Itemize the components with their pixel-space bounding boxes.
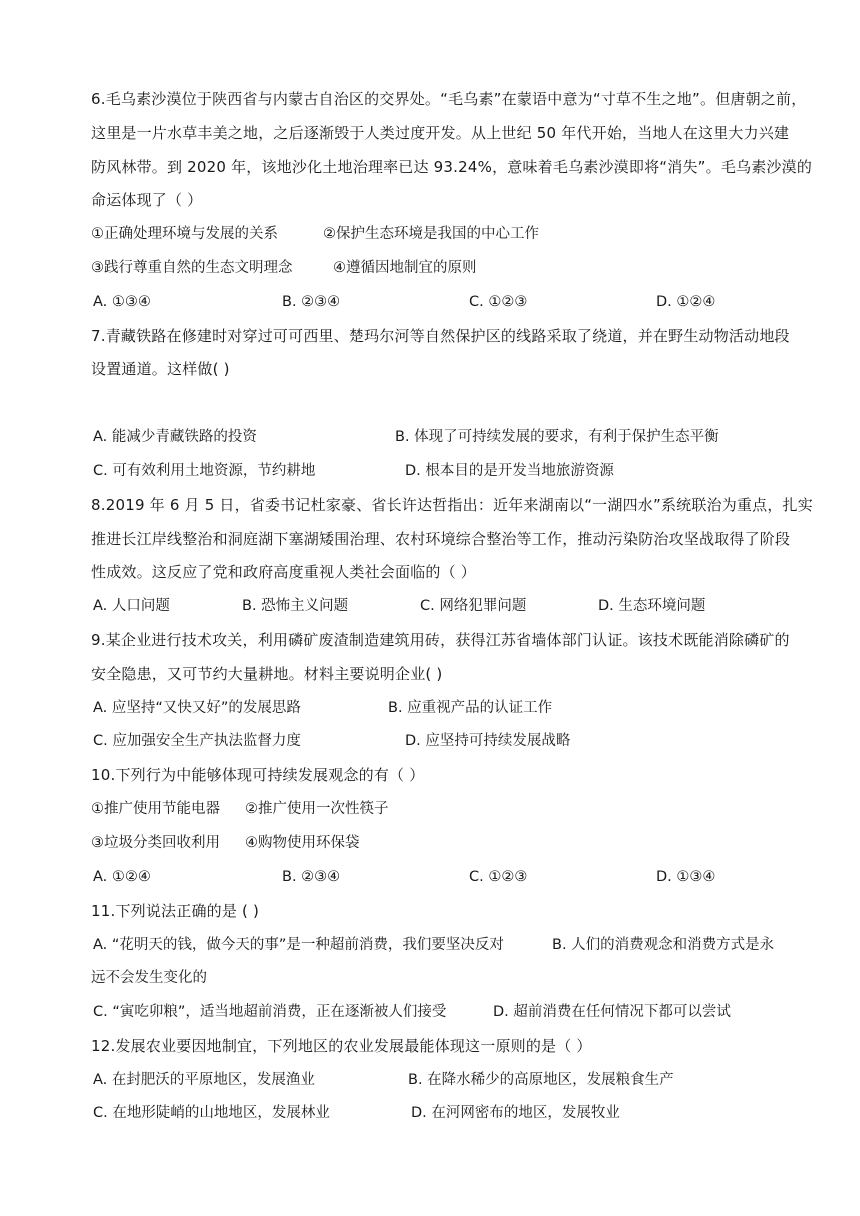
- question-6-stem-line-4: 命运体现了（ ）: [91, 191, 203, 209]
- question-10-statement-3: ③垃圾分类回收利用: [91, 835, 220, 851]
- question-11-stem-line-1: 11.下列说法正确的是 ( ): [91, 902, 260, 920]
- question-9-option-a[interactable]: A. 应坚持“又快又好”的发展思路: [93, 700, 301, 716]
- question-8-stem-line-1: 8.2019 年 6 月 5 日，省委书记杜家豪、省长许达哲指出：近年来湖南以“一湖四水”系统联治为重点，扎实: [91, 496, 813, 514]
- question-6-statement-2: ②保护生态环境是我国的中心工作: [323, 226, 539, 242]
- question-11-option-d[interactable]: D. 超前消费在任何情况下都可以尝试: [493, 1004, 731, 1020]
- question-7-option-a[interactable]: A. 能减少青藏铁路的投资: [93, 429, 257, 445]
- question-10-statement-2: ②推广使用一次性筷子: [245, 801, 389, 817]
- question-8-option-d[interactable]: D. 生态环境问题: [598, 598, 706, 614]
- question-11-option-c[interactable]: C. “寅吃卯粮”，适当地超前消费，正在逐渐被人们接受: [93, 1004, 447, 1020]
- question-6-stem-line-1: 6.毛乌素沙漠位于陕西省与内蒙古自治区的交界处。“毛乌素”在蒙语中意为“寸草不生之地”。但唐朝之前，: [91, 90, 807, 108]
- question-11-option-b[interactable]: B. 人们的消费观念和消费方式是永: [552, 937, 775, 953]
- question-12-stem-line-1: 12.发展农业要因地制宜，下列地区的农业发展最能体现这一原则的是（ ）: [91, 1037, 592, 1055]
- question-12-option-d[interactable]: D. 在河网密布的地区，发展牧业: [411, 1105, 620, 1121]
- question-11-option-a[interactable]: A. “花明天的钱，做今天的事”是一种超前消费，我们要坚决反对: [93, 937, 504, 953]
- question-9-stem-line-2: 安全隐患，又可节约大量耕地。材料主要说明企业( ): [91, 665, 443, 683]
- question-6-option-a[interactable]: A. ①③④: [93, 294, 151, 310]
- question-9-option-c[interactable]: C. 应加强安全生产执法监督力度: [93, 733, 301, 749]
- question-6-statement-4: ④遵循因地制宜的原则: [333, 260, 477, 276]
- question-8-option-c[interactable]: C. 网络犯罪问题: [420, 598, 527, 614]
- question-10-option-a[interactable]: A. ①②④: [93, 869, 151, 885]
- question-12-option-b[interactable]: B. 在降水稀少的高原地区，发展粮食生产: [408, 1072, 674, 1088]
- question-10-option-d[interactable]: D. ①③④: [656, 869, 716, 885]
- question-8-option-b[interactable]: B. 恐怖主义问题: [242, 598, 349, 614]
- question-6-stem-line-3: 防风林带。到 2020 年，该地沙化土地治理率已达 93.24%，意味着毛乌素沙漠即将“消失”。毛乌素沙漠的: [91, 158, 813, 176]
- question-6-statement-1: ①正确处理环境与发展的关系: [91, 226, 278, 242]
- question-10-statement-1: ①推广使用节能电器: [91, 801, 220, 817]
- question-7-stem-line-2: 设置通道。这样做( ): [91, 360, 230, 378]
- question-11-option-b-continued: 远不会发生变化的: [91, 970, 207, 986]
- question-12-option-c[interactable]: C. 在地形陡峭的山地地区，发展林业: [93, 1105, 330, 1121]
- question-9-option-b[interactable]: B. 应重视产品的认证工作: [388, 700, 553, 716]
- question-6-statement-3: ③践行尊重自然的生态文明理念: [91, 260, 293, 276]
- question-6-option-d[interactable]: D. ①②④: [656, 294, 716, 310]
- question-7-option-c[interactable]: C. 可有效利用土地资源，节约耕地: [93, 463, 316, 479]
- question-6-stem-line-2: 这里是一片水草丰美之地，之后逐渐毁于人类过度开发。从上世纪 50 年代开始，当地人在这里大力兴建: [91, 124, 790, 142]
- question-10-stem-line-1: 10.下列行为中能够体现可持续发展观念的有（ ）: [91, 766, 425, 784]
- question-10-option-b[interactable]: B. ②③④: [282, 869, 341, 885]
- question-7-option-b[interactable]: B. 体现了可持续发展的要求，有利于保护生态平衡: [395, 429, 719, 445]
- question-10-statement-4: ④购物使用环保袋: [245, 835, 360, 851]
- question-6-option-b[interactable]: B. ②③④: [282, 294, 341, 310]
- question-9-option-d[interactable]: D. 应坚持可持续发展战略: [405, 733, 571, 749]
- question-8-option-a[interactable]: A. 人口问题: [93, 598, 170, 614]
- question-8-stem-line-2: 推进长江岸线整治和洞庭湖下塞湖矮围治理、农村环境综合整治等工作，推动污染防治攻坚战取得了阶段: [91, 530, 791, 548]
- question-7-option-d[interactable]: D. 根本目的是开发当地旅游资源: [405, 463, 614, 479]
- question-6-option-c[interactable]: C. ①②③: [469, 294, 528, 310]
- question-9-stem-line-1: 9.某企业进行技术攻关，利用磷矿废渣制造建筑用砖，获得江苏省墙体部门认证。该技术既能消除磷矿的: [91, 631, 790, 649]
- question-7-stem-line-1: 7.青藏铁路在修建时对穿过可可西里、楚玛尔河等自然保护区的线路采取了绕道，并在野生动物活动地段: [91, 327, 790, 345]
- question-10-option-c[interactable]: C. ①②③: [469, 869, 528, 885]
- question-12-option-a[interactable]: A. 在封肥沃的平原地区，发展渔业: [93, 1072, 315, 1088]
- question-8-stem-line-3: 性成效。这反应了党和政府高度重视人类社会面临的（ ）: [91, 563, 476, 581]
